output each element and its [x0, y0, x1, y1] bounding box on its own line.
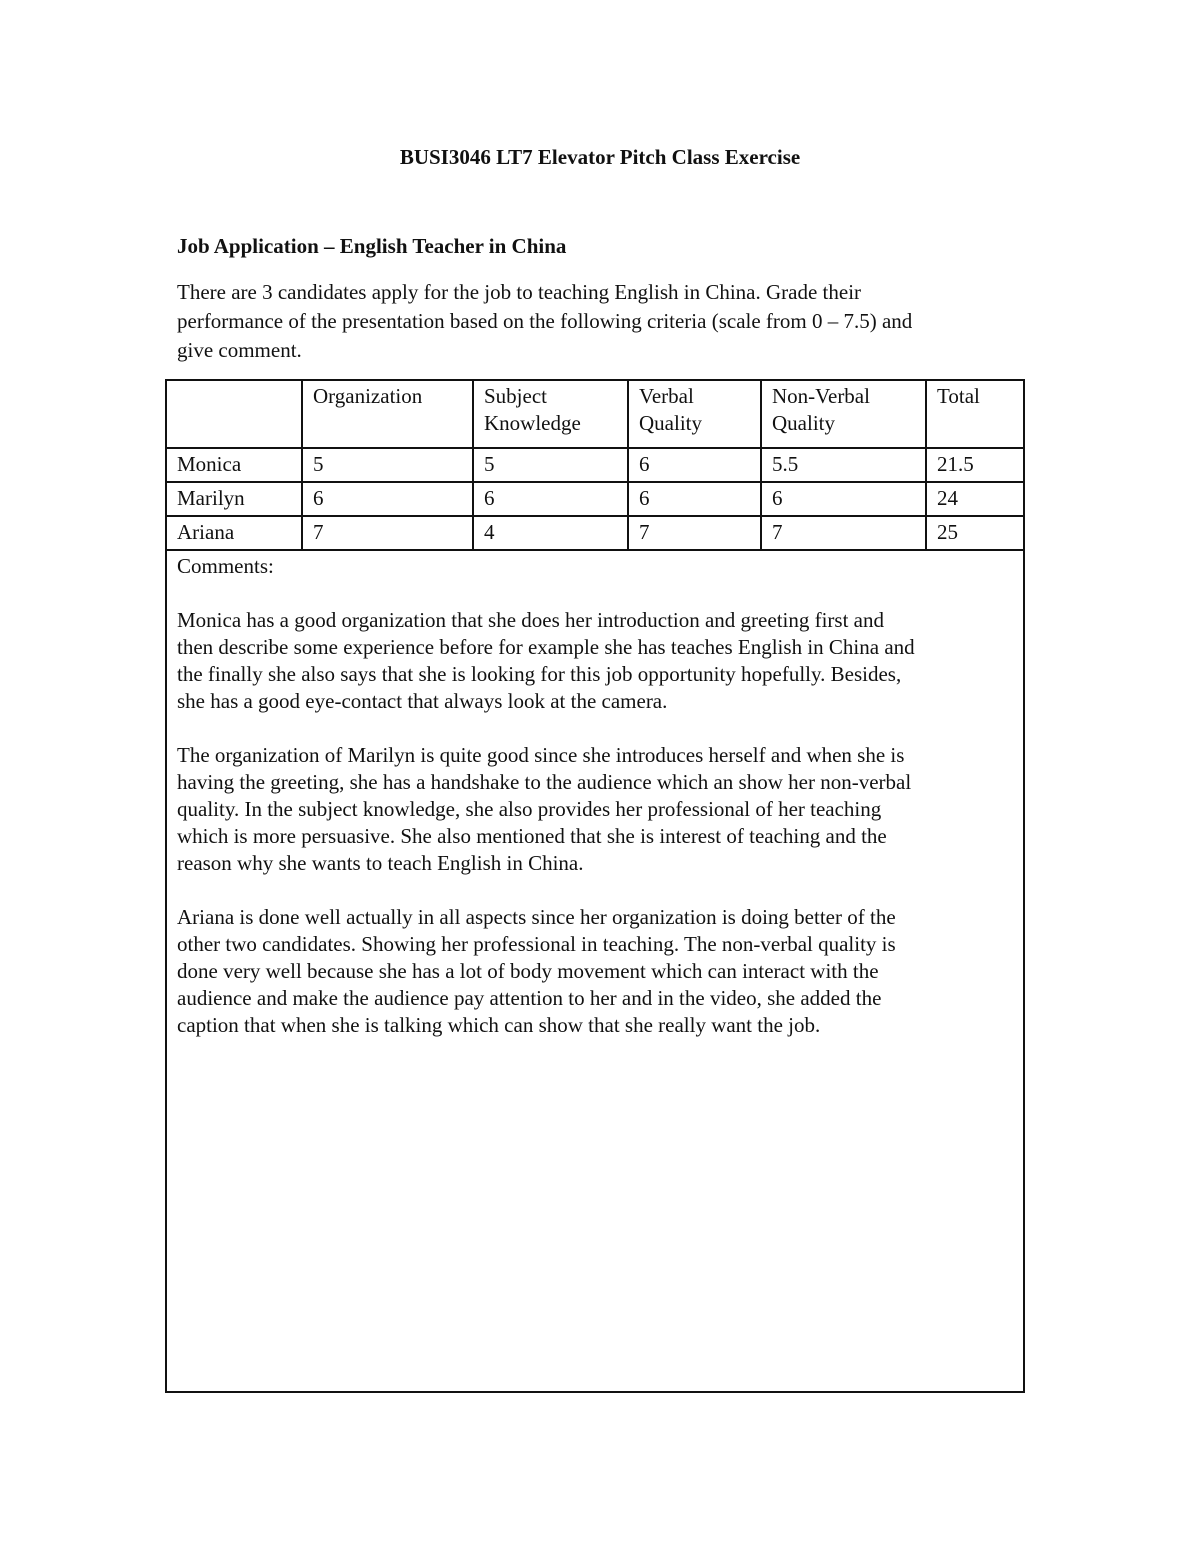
intro-line: There are 3 candidates apply for the job to teaching English in China. Grade their: [177, 280, 862, 304]
non-verbal-quality-score-cell: 5.5: [761, 448, 926, 482]
header-cell-organization: Organization: [302, 380, 473, 448]
candidate-name-cell: Marilyn: [166, 482, 302, 516]
table-row: [166, 482, 1024, 516]
comment-line: quality. In the subject knowledge, she also provides her professional of her teaching: [177, 797, 882, 821]
intro-paragraph: [177, 278, 1017, 365]
comment-line: she has a good eye-contact that always look at the camera.: [177, 689, 668, 713]
intro-line: give comment.: [177, 338, 302, 362]
verbal-quality-score-cell: 6: [628, 448, 761, 482]
comment-line: reason why she wants to teach English in China.: [177, 851, 584, 875]
intro-line: performance of the presentation based on the following criteria (scale from 0 – 7.5) and: [177, 309, 913, 333]
verbal-quality-score-cell: 6: [628, 482, 761, 516]
total-score-cell: 21.5: [926, 448, 1024, 482]
table-header-row: [166, 380, 1024, 448]
comment-line: Ariana is done well actually in all aspects since her organization is doing better of the: [177, 905, 896, 929]
comment-line: done very well because she has a lot of body movement which can interact with the: [177, 959, 879, 983]
comment-line: which is more persuasive. She also mentioned that she is interest of teaching and the: [177, 824, 887, 848]
non-verbal-quality-score-cell: 7: [761, 516, 926, 550]
comments-cell: [166, 550, 1024, 1392]
total-score-cell: 25: [926, 516, 1024, 550]
section-heading: Job Application – English Teacher in China: [177, 234, 567, 258]
subject-knowledge-score-cell: 4: [473, 516, 628, 550]
comment-line: having the greeting, she has a handshake to the audience which an show her non-verbal: [177, 770, 912, 794]
header-cell-empty: [166, 380, 302, 448]
comment-line: the finally she also says that she is looking for this job opportunity hopefully. Besides,: [177, 662, 902, 686]
table-row: [166, 448, 1024, 482]
table-row: [166, 516, 1024, 550]
organization-score-cell: 7: [302, 516, 473, 550]
subject-knowledge-score-cell: 5: [473, 448, 628, 482]
header-cell-subject-knowledge: Subject Knowledge: [473, 380, 628, 448]
header-cell-non-verbal-quality: Non-Verbal Quality: [761, 380, 926, 448]
comments-label: Comments:: [177, 554, 274, 578]
comment-paragraph-marilyn: [177, 742, 1013, 877]
grading-table: [165, 379, 1025, 1393]
organization-score-cell: 5: [302, 448, 473, 482]
comment-paragraph-monica: [177, 607, 1013, 715]
organization-score-cell: 6: [302, 482, 473, 516]
total-score-cell: 24: [926, 482, 1024, 516]
subject-knowledge-score-cell: 6: [473, 482, 628, 516]
candidate-name-cell: Ariana: [166, 516, 302, 550]
candidate-name-cell: Monica: [166, 448, 302, 482]
comment-line: caption that when she is talking which can show that she really want the job.: [177, 1013, 821, 1037]
comment-line: Monica has a good organization that she does her introduction and greeting first and: [177, 608, 885, 632]
non-verbal-quality-score-cell: 6: [761, 482, 926, 516]
verbal-quality-score-cell: 7: [628, 516, 761, 550]
comment-line: then describe some experience before for example she has teaches English in China and: [177, 635, 915, 659]
comment-line: other two candidates. Showing her professional in teaching. The non-verbal quality is: [177, 932, 896, 956]
comment-line: audience and make the audience pay attention to her and in the video, she added the: [177, 986, 882, 1010]
document-title: BUSI3046 LT7 Elevator Pitch Class Exercise: [399, 145, 801, 169]
comment-line: The organization of Marilyn is quite good since she introduces herself and when she is: [177, 743, 905, 767]
comment-paragraph-ariana: [177, 904, 1013, 1039]
header-cell-total: Total: [926, 380, 1024, 448]
header-cell-verbal-quality: Verbal Quality: [628, 380, 761, 448]
comments-row: [166, 550, 1024, 1392]
